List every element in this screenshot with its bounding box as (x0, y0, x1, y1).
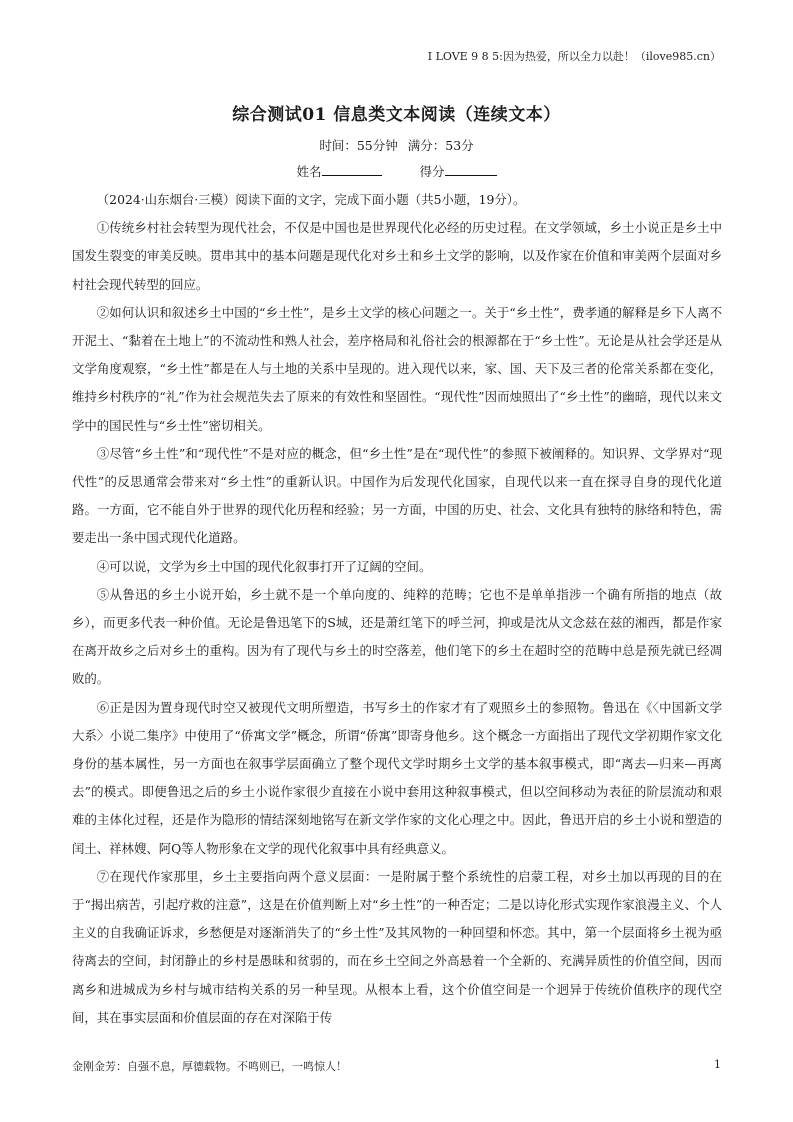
paragraph-5: ⑤从鲁迅的乡土小说开始，乡土就不是一个单向度的、纯粹的范畴；它也不是单单指涉一个确有所指的地点（故乡），而更多代表一种价值。无论是鲁迅笔下的S城，还是萧红笔下的呼兰河，抑或是沈从文念兹在兹的湘西，都是作家在离开故乡之后对乡土的重构。因为有了现代与乡土的时空落差，他们笔下的乡土在超时空的范畴中总是预先就已经凋败的。 (72, 586, 722, 687)
header-brand: I LOVE 9 8 5:因为热爱，所以全力以赴！（ilove985.cn） (427, 50, 721, 63)
page-number: 1 (714, 1058, 721, 1071)
reading-passage (72, 186, 722, 1032)
time-limit: 时间：55分钟 (319, 138, 398, 153)
paragraph-1: ①传统乡村社会转型为现代社会，不仅是中国也是世界现代化必经的历史过程。在文学领域，乡土小说正是乡土中国发生裂变的审美反映。贯串其中的基本问题是现代化对乡土和乡土文学的影响，以及作家在价值和审美两个层面对乡村社会现代转型的回应。 (72, 220, 722, 292)
question-intro: （2024·山东烟台·三模）阅读下面的文字，完成下面小题（共5小题，19分）。 (96, 192, 526, 207)
paragraph-4: ④可以说，文学为乡土中国的现代化叙事打开了辽阔的空间。 (96, 558, 432, 574)
score-label: 得分 (419, 164, 445, 179)
full-score: 满分：53分 (407, 138, 474, 153)
name-blank[interactable] (322, 163, 382, 176)
paragraph-7: ⑦在现代作家那里，乡土主要指向两个意义层面：一是附属于整个系统性的启蒙工程，对乡土加以再现的目的在于“揭出病苦，引起疗救的注意”，这是在价值判断上对“乡土性”的一种否定；二是以诗化形式实现作家浪漫主义、个人主义的自我确证诉求，乡愁便是对逐渐消失了的“乡土性”及其风物的一种回望和怀恋。其中，第一个层面将乡土视为亟待离去的空间，封闭静止的乡村是愚昧和贫弱的，而在乡土空间之外高悬着一个全新的、充满异质性的价值空间，因而离乡和进城成为乡村与城市结构关系的另一种呈现。从根本上看，这个价值空间是一个迥异于传统价值秩序的现代空间，其在事实层面和价值层面的存在对深陷于传 (72, 868, 722, 1025)
name-score-row (0, 162, 793, 180)
footer-motto: 金刚金芳：自强不息，厚德载物。不鸣则已，一鸣惊人！ (72, 1060, 347, 1073)
exam-meta (0, 136, 793, 154)
paragraph-2: ②如何认识和叙述乡土中国的“乡土性”，是乡土文学的核心问题之一。关于“乡土性”，费孝通的解释是乡下人离不开泥土、“黏着在土地上”的不流动性和熟人社会，差序格局和礼俗社会的根源都在于“乡土性”。无论是从社会学还是从文学角度观察，“乡土性”都是在人与土地的关系中呈现的。进入现代以来，家、国、天下及三者的伦常关系都在变化，维持乡村秩序的“礼”作为社会规范失去了原来的有效性和坚固性。“现代性”因而烛照出了“乡土性”的幽暗，现代以来文学中的国民性与“乡土性”密切相关。 (72, 304, 722, 433)
paragraph-6: ⑥正是因为置身现代时空又被现代文明所塑造，书写乡土的作家才有了观照乡土的参照物。鲁迅在《〈中国新文学大系〉小说二集序》中使用了“侨寓文学”概念，所谓“侨寓”即寄身他乡。这个概念一方面指出了现代文学初期作家文化身份的基本属性，另一方面也在叙事学层面确立了整个现代文学时期乡土文学的基本叙事模式，即“离去—归来—再离去”的模式。即便鲁迅之后的乡土小说作家很少直接在小说中套用这种叙事模式，但以空间移动为表征的阶层流动和艰难的主体化过程，还是作为隐形的情结深刻地铭写在新文学作家的文化心理之中。因此，鲁迅开启的乡土小说和塑造的闰土、祥林嫂、阿Q等人物形象在文学的现代化叙事中具有经典意义。 (72, 699, 722, 856)
page-title: 综合测试01 信息类文本阅读（连续文本） (232, 105, 561, 125)
score-blank[interactable] (445, 163, 497, 176)
paragraph-3: ③尽管“乡土性”和“现代性”不是对应的概念，但“乡土性”是在“现代性”的参照下被阐释的。知识界、文学界对“现代性”的反思通常会带来对“乡土性”的重新认识。中国作为后发现代化国家，自现代以来一直在探寻自身的现代化道路。一方面，它不能自外于世界的现代化历程和经验；另一方面，中国的历史、社会、文化具有独特的脉络和特色，需要走出一条中国式现代化道路。 (72, 445, 722, 546)
name-label: 姓名 (296, 164, 322, 179)
